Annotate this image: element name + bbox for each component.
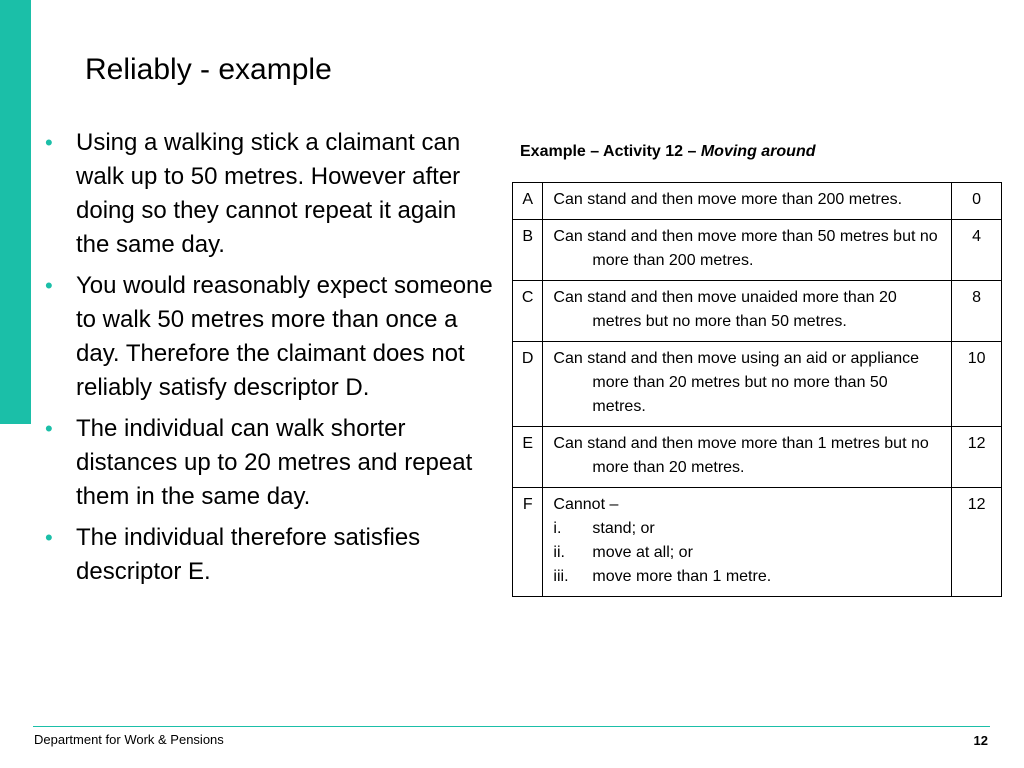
bullet-dot-icon: • xyxy=(45,273,53,298)
table-row xyxy=(513,220,1002,281)
bullet-text: You would reasonably expect someone to walk 50 metres more than once a day. Therefore the claimant does not reliably satisfy descriptor D. xyxy=(76,272,493,401)
sub-item xyxy=(553,541,945,565)
descriptor-text: Can stand and then move unaided more than 20 metres but no more than 50 metres. xyxy=(553,289,897,330)
descriptor-description xyxy=(543,281,952,342)
accent-bar xyxy=(0,0,31,424)
descriptor-points: 12 xyxy=(952,427,1002,488)
table-row xyxy=(513,183,1002,220)
descriptor-lead: Cannot – xyxy=(553,496,619,513)
descriptor-letter: C xyxy=(513,281,543,342)
bullet-text: Using a walking stick a claimant can walk up to 50 metres. However after doing so they cannot repeat it again the same day. xyxy=(76,129,461,258)
descriptor-letter: B xyxy=(513,220,543,281)
descriptor-letter: A xyxy=(513,183,543,220)
bullet-dot-icon: • xyxy=(45,416,53,441)
sub-item-number: ii. xyxy=(553,544,565,561)
descriptor-letter: D xyxy=(513,342,543,427)
descriptor-text: Can stand and then move using an aid or appliance more than 20 metres but no more than 50 metres. xyxy=(553,350,920,415)
descriptor-description xyxy=(543,488,952,597)
descriptor-description xyxy=(543,220,952,281)
table-caption xyxy=(520,143,816,161)
sub-item-text: stand; or xyxy=(592,520,655,537)
descriptor-points: 10 xyxy=(952,342,1002,427)
descriptor-points: 4 xyxy=(952,220,1002,281)
descriptor-points: 0 xyxy=(952,183,1002,220)
sub-item-number: iii. xyxy=(553,568,569,585)
descriptor-description xyxy=(543,342,952,427)
descriptor-text: Can stand and then move more than 200 metres. xyxy=(553,191,903,208)
page-number: 12 xyxy=(973,733,988,748)
descriptor-points: 8 xyxy=(952,281,1002,342)
descriptor-points: 12 xyxy=(952,488,1002,597)
bullet-text: The individual can walk shorter distances up to 20 metres and repeat them in the same day. xyxy=(76,415,473,510)
bullet-text: The individual therefore satisfies descriptor E. xyxy=(76,524,421,585)
descriptor-text: Can stand and then move more than 50 metres but no more than 200 metres. xyxy=(553,228,938,269)
sub-item-text: move at all; or xyxy=(592,544,693,561)
table-row xyxy=(513,427,1002,488)
bullet-list xyxy=(45,126,495,596)
sub-item xyxy=(553,565,945,589)
bullet-dot-icon: • xyxy=(45,525,53,550)
descriptor-table xyxy=(512,182,1002,597)
descriptor-letter: F xyxy=(513,488,543,597)
bullet-item xyxy=(45,412,495,514)
sub-item-text: move more than 1 metre. xyxy=(592,568,772,585)
footer-divider xyxy=(33,726,990,727)
bullet-item xyxy=(45,126,495,262)
descriptor-description xyxy=(543,183,952,220)
sub-item xyxy=(553,517,945,541)
bullet-item xyxy=(45,269,495,405)
footer-organization: Department for Work & Pensions xyxy=(34,732,224,747)
descriptor-letter: E xyxy=(513,427,543,488)
slide-title: Reliably - example xyxy=(85,53,332,86)
descriptor-text: Can stand and then move more than 1 metres but no more than 20 metres. xyxy=(553,435,929,476)
table-caption-prefix: Example – Activity 12 – xyxy=(520,143,701,160)
sub-item-number: i. xyxy=(553,520,562,537)
bullet-dot-icon: • xyxy=(45,130,53,155)
descriptor-description xyxy=(543,427,952,488)
table-row xyxy=(513,488,1002,597)
bullet-item xyxy=(45,521,495,589)
table-row xyxy=(513,342,1002,427)
table-caption-activity: Moving around xyxy=(700,143,816,160)
table-row xyxy=(513,281,1002,342)
